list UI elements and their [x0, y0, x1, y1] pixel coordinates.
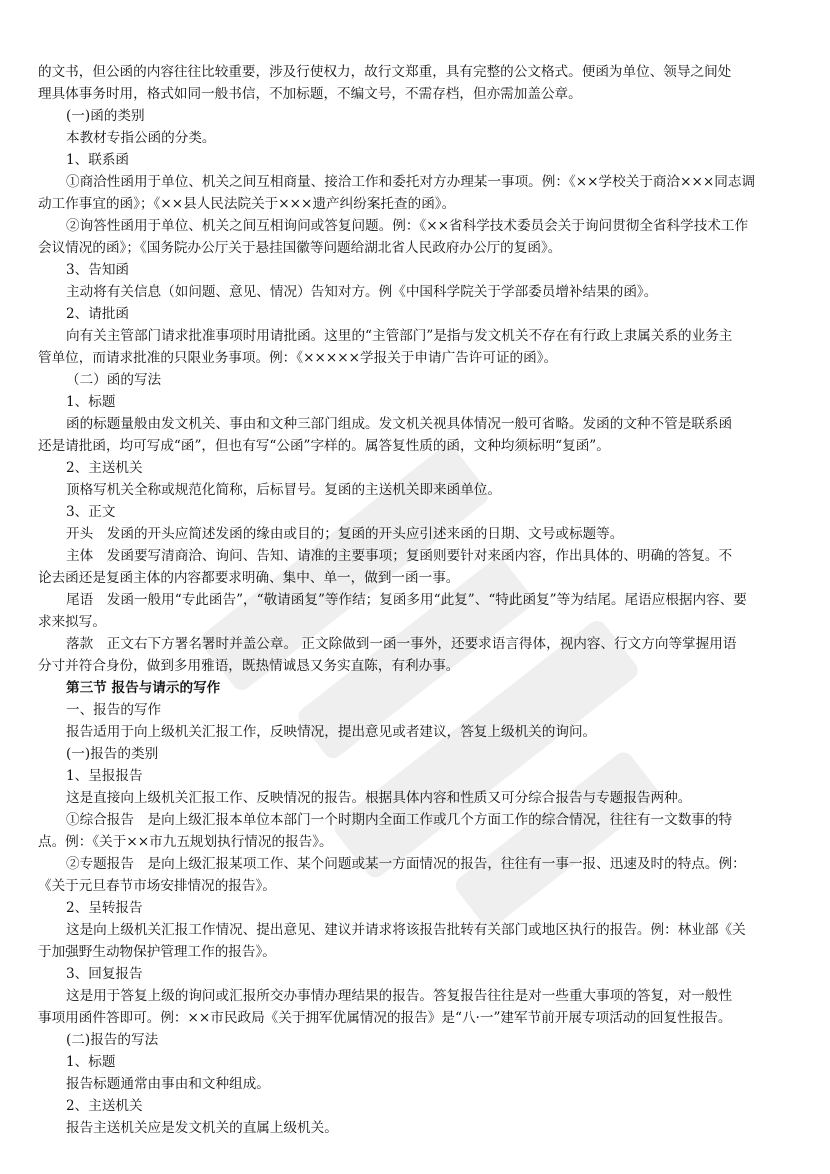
text-line: 报告主送机关应是发文机关的直属上级机关。: [66, 1120, 338, 1136]
text-line: 事项用函件答即可。例：××市民政局《关于拥军优属情况的报告》是“八·一”建军节前开展专项活动的回复性报告。: [38, 1010, 732, 1026]
section-heading: 第三节 报告与请示的写作: [66, 680, 221, 696]
item-heading: 1、标题: [66, 394, 116, 410]
text-line: 落款 正文右下方署名署时并盖公章。 正文除做到一函一事外，还要求语言得体，视内容、行文方向等掌握用语: [66, 636, 737, 652]
subsection-heading: (一)报告的类别: [66, 746, 159, 762]
item-heading: 1、呈报报告: [66, 768, 143, 784]
subsection-heading: (一)函的类别: [66, 108, 145, 124]
item-heading: 2、主送机关: [66, 460, 143, 476]
text-line: 论去函还是复函主体的内容都要求明确、集中、单一，做到一函一事。: [38, 570, 460, 586]
text-line: 向有关主管部门请求批准事项时用请批函。这里的“主管部门”是指与发文机关不存在有行政上隶属关系的业务主: [66, 328, 733, 344]
text-line: ①商洽性函用于单位、机关之间互相商量、接洽工作和委托对方办理某一事项。例：《××学校关于商洽×××同志调: [66, 174, 756, 190]
text-line: 尾语 发函一般用“专此函告”，“敬请函复”等作结；复函多用“此复”、“特此函复”等为结尾。尾语应根据内容、要: [66, 592, 747, 608]
text-line: 管单位，而请求批准的只限业务事项。例：《×××××学报关于申请广告许可证的函》。: [38, 350, 558, 366]
text-line: 主动将有关信息（如问题、意见、情况）告知对方。例《中国科学院关于学部委员增补结果的函》。: [66, 284, 658, 300]
item-heading: 2、主送机关: [66, 1098, 143, 1114]
text-line: 报告标题通常由事由和文种组成。: [66, 1076, 270, 1092]
text-line: ②询答性函用于单位、机关之间互相询问或答复问题。例：《××省科学技术委员会关于询问贯彻全省科学技术工作: [66, 218, 749, 234]
item-heading: 3、告知函: [66, 262, 130, 278]
item-heading: 2、请批函: [66, 306, 130, 322]
text-line: 报告适用于向上级机关汇报工作，反映情况，提出意见或者建议，答复上级机关的询问。: [66, 724, 597, 740]
text-line: 分寸并符合身份，做到多用雅语，既热情诚恳又务实直陈，有利办事。: [38, 658, 460, 674]
text-line: 于加强野生动物保护管理工作的报告》。: [38, 944, 276, 960]
item-heading: 2、呈转报告: [66, 900, 143, 916]
text-line: 顶格写机关全称或规范化简称，后标冒号。复函的主送机关即来函单位。: [66, 482, 501, 498]
text-line: 理具体事务时用，格式如同一般书信，不加标题，不编文号，不需存档，但亦需加盖公章。: [38, 86, 582, 102]
text-line: 开头 发函的开头应简述发函的缘由或目的；复函的开头应引述来函的日期、文号或标题等。: [66, 526, 624, 542]
text-line: 主体 发函要写清商洽、询问、告知、请准的主要事项；复函则要针对来函内容，作出具体的、明确的答复。不: [66, 548, 733, 564]
item-heading: 1、标题: [66, 1054, 116, 1070]
text-line: 这是用于答复上级的询问或汇报所交办事情办理结果的报告。答复报告往往是对一些重大事项的答复，对一般性: [66, 988, 733, 1004]
item-heading: 3、回复报告: [66, 966, 143, 982]
text-line: 这是直接向上级机关汇报工作、反映情况的报告。根据具体内容和性质又可分综合报告与专题报告两种。: [66, 790, 692, 806]
text-line: ②专题报告 是向上级汇报某项工作、某个问题或某一方面情况的报告，往往有一事一报、迅速及时的特点。例：: [66, 856, 746, 872]
text-line: 函的标题量般由发文机关、事由和文种三部门组成。发文机关视具体情况一般可省略。发函的文种不管是联系函: [66, 416, 733, 432]
text-line: 点。例：《关于××市九五规划执行情况的报告》。: [38, 834, 333, 850]
subsection-heading: （二）函的写法: [66, 372, 162, 388]
text-line: 会议情况的函》；《国务院办公厅关于悬挂国徽等问题给湖北省人民政府办公厅的复函》。: [38, 240, 562, 256]
text-line: 本教材专指公函的分类。: [66, 130, 216, 146]
item-heading: 3、正文: [66, 504, 116, 520]
subsection-heading: 一、报告的写作: [66, 702, 162, 718]
text-line: 还是请批函，均可写成“函”，但也有写“公函”字样的。属答复性质的函，文种均须标明“复函”。: [38, 438, 610, 454]
text-line: 动工作事宜的函》；《××县人民法院关于×××遗产纠纷案托查的函》。: [38, 196, 456, 212]
text-line: 求来拟写。: [38, 614, 106, 630]
text-line: 这是向上级机关汇报工作情况、提出意见、建议并请求将该报告批转有关部门或地区执行的报告。例：林业部《关: [66, 922, 746, 938]
text-line: 《关于元旦春节市场安排情况的报告》。: [38, 878, 276, 894]
text-line: ①综合报告 是向上级汇报本单位本部门一个时期内全面工作或几个方面工作的综合情况，往往有一文数事的特: [66, 812, 733, 828]
item-heading: 1、联系函: [66, 152, 130, 168]
text-line: 的文书，但公函的内容往往比较重要，涉及行使权力，故行文郑重，具有完整的公文格式。便函为单位、领导之间处: [38, 64, 732, 80]
subsection-heading: (二)报告的写法: [66, 1032, 159, 1048]
